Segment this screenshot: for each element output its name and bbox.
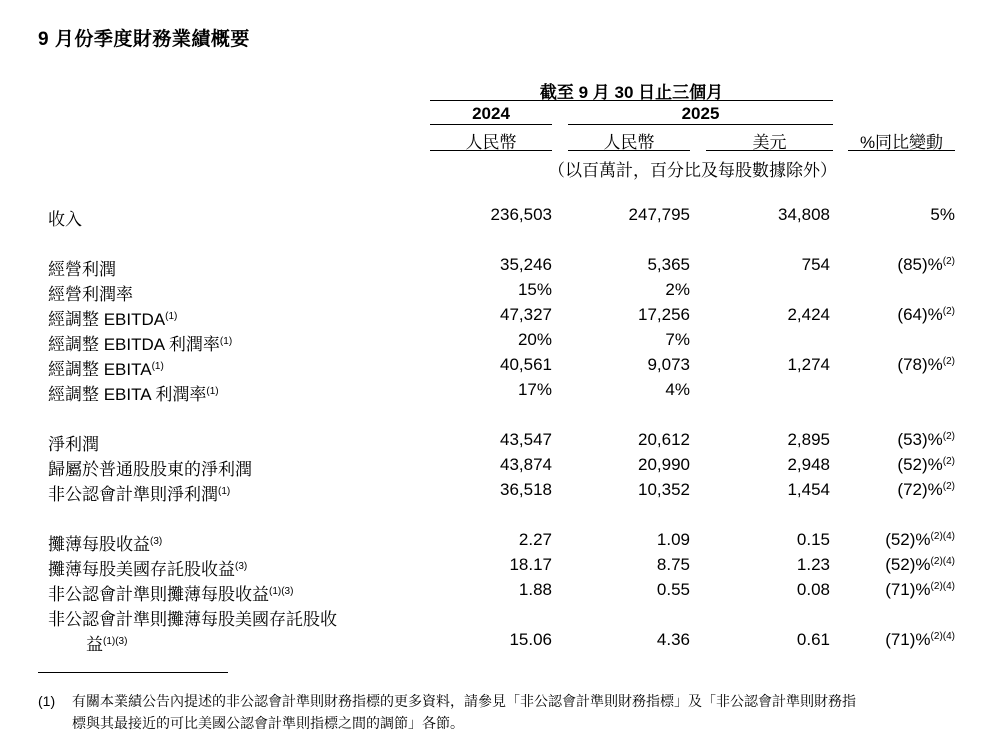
- yoy-footnote-ref: (2)(4): [930, 556, 955, 567]
- value-2025-rmb: 9,073: [647, 355, 690, 374]
- currency-2024-rule: [430, 150, 552, 151]
- row-label-footnote-ref: (1): [206, 386, 219, 397]
- currency-2024-rmb: 人民幣: [465, 133, 517, 152]
- value-2024-rmb: 236,503: [490, 205, 552, 224]
- year-2025-rule: [568, 124, 833, 125]
- row-label: [48, 530, 162, 555]
- footnote-number: (1): [38, 693, 56, 709]
- value-2025-rmb: 247,795: [628, 205, 690, 224]
- yoy-footnote-ref: (2): [942, 431, 955, 442]
- period-header: 截至 9 月 30 日止三個月: [539, 83, 724, 102]
- row-label: [48, 480, 230, 505]
- value-2025-usd: 1,274: [787, 355, 830, 374]
- yoy-text: (85)%: [897, 255, 943, 274]
- value-2025-usd: 2,424: [787, 305, 830, 324]
- table-row: [0, 605, 1000, 629]
- year-2024-rule: [430, 124, 552, 125]
- yoy-text: (78)%: [897, 355, 943, 374]
- value-2024-rmb: 17%: [517, 380, 552, 399]
- row-label-text: 淨利潤: [48, 435, 99, 454]
- yoy-footnote-ref: (2)(4): [930, 531, 955, 542]
- value-2025-rmb: 20,612: [638, 430, 690, 449]
- value-yoy: [897, 480, 955, 500]
- footnote-line-2: 標與其最接近的可比美國公認會計準則指標之間的調節」各節。: [72, 715, 464, 731]
- row-label-text: 經調整 EBITDA: [48, 310, 166, 329]
- row-label: [48, 455, 252, 480]
- currency-2025-rmb: 人民幣: [603, 133, 655, 152]
- row-label-text: 經調整 EBITA: [48, 360, 152, 379]
- value-yoy: [930, 205, 955, 225]
- yoy-footnote-ref: (2): [942, 306, 955, 317]
- table-row: [0, 380, 1000, 404]
- value-2025-rmb: 4.36: [656, 630, 690, 649]
- value-2024-rmb: 36,518: [500, 480, 552, 499]
- yoy-footnote-ref: (2): [942, 481, 955, 492]
- yoy-footnote-ref: (2): [942, 356, 955, 367]
- value-2024-rmb: 15%: [517, 280, 552, 299]
- table-row: [0, 255, 1000, 279]
- row-label-text: 經營利潤率: [48, 285, 133, 304]
- row-label-footnote-ref: (1): [151, 361, 164, 372]
- footnote-rule: [38, 672, 228, 673]
- value-2025-rmb: 0.55: [656, 580, 690, 599]
- value-2024-rmb: 40,561: [500, 355, 552, 374]
- period-rule: [430, 100, 833, 101]
- value-2025-usd: 34,808: [778, 205, 830, 224]
- value-2025-rmb: 8.75: [656, 555, 690, 574]
- row-label-footnote-ref: (3): [235, 561, 248, 572]
- row-label-footnote-ref: (1): [165, 311, 178, 322]
- year-2025-header: 2025: [681, 104, 720, 123]
- value-2025-rmb: 17,256: [638, 305, 690, 324]
- value-yoy: [897, 255, 955, 275]
- row-label: [48, 255, 116, 280]
- yoy-footnote-ref: (2)(4): [930, 581, 955, 592]
- yoy-footnote-ref: (2)(4): [930, 631, 955, 642]
- value-yoy: [885, 630, 955, 650]
- footnote-line-1: 有關本業績公告內提述的非公認會計準則財務指標的更多資料，請參見「非公認會計準則財務指標」及「非公認會計準則財務指: [72, 693, 856, 709]
- row-label-text: 經營利潤: [48, 260, 116, 279]
- value-2024-rmb: 35,246: [500, 255, 552, 274]
- value-2025-usd: 2,895: [787, 430, 830, 449]
- row-label-text: 攤薄每股收益: [48, 535, 150, 554]
- row-label-text: 攤薄每股美國存託股收益: [48, 560, 235, 579]
- row-label: [48, 605, 337, 630]
- unit-note: （以百萬計，百分比及每股數據除外）: [548, 161, 837, 180]
- value-yoy: [897, 455, 955, 475]
- value-2024-rmb: 1.88: [518, 580, 552, 599]
- row-label-text: 歸屬於普通股股東的淨利潤: [48, 460, 252, 479]
- page-title: 9 月份季度財務業績概要: [38, 29, 250, 50]
- table-row: [0, 455, 1000, 479]
- value-2024-rmb: 15.06: [509, 630, 552, 649]
- table-row: [0, 305, 1000, 329]
- value-yoy: [885, 555, 955, 575]
- table-row: [0, 555, 1000, 579]
- year-2024-header: 2024: [472, 104, 510, 123]
- value-2024-rmb: 2.27: [518, 530, 552, 549]
- value-2024-rmb: 43,547: [500, 430, 552, 449]
- row-label: [48, 305, 177, 330]
- row-label: [48, 330, 232, 355]
- value-2025-usd: 2,948: [787, 455, 830, 474]
- value-yoy: [897, 305, 955, 325]
- row-label: [48, 205, 82, 230]
- table-row: [0, 280, 1000, 304]
- table-row: [0, 430, 1000, 454]
- row-label: [86, 630, 127, 655]
- row-label: [48, 430, 99, 455]
- yoy-rule: [848, 150, 955, 151]
- value-yoy: [885, 530, 955, 550]
- value-yoy: [897, 430, 955, 450]
- table-row: [0, 630, 1000, 654]
- row-label-text: 經調整 EBITA 利潤率: [48, 385, 207, 404]
- value-2024-rmb: 20%: [517, 330, 552, 349]
- value-2025-usd: 0.61: [796, 630, 830, 649]
- value-2025-usd: 0.15: [796, 530, 830, 549]
- value-2025-rmb: 5,365: [647, 255, 690, 274]
- value-2024-rmb: 47,327: [500, 305, 552, 324]
- yoy-text: (71)%: [885, 580, 931, 599]
- table-row: [0, 530, 1000, 554]
- row-label: [48, 580, 293, 605]
- yoy-text: (64)%: [897, 305, 943, 324]
- row-label-text: 益: [86, 635, 103, 654]
- value-2025-usd: 1,454: [787, 480, 830, 499]
- table-row: [0, 480, 1000, 504]
- value-2025-rmb: 7%: [665, 330, 690, 349]
- yoy-footnote-ref: (2): [942, 456, 955, 467]
- row-label-footnote-ref: (1)(3): [269, 586, 294, 597]
- row-label-footnote-ref: (1)(3): [103, 636, 128, 647]
- row-label: [48, 555, 247, 580]
- yoy-text: (72)%: [897, 480, 943, 499]
- row-label-footnote-ref: (1): [219, 336, 233, 347]
- value-2025-usd: 0.08: [796, 580, 830, 599]
- value-yoy: [885, 580, 955, 600]
- yoy-text: (53)%: [897, 430, 943, 449]
- yoy-header: %同比變動: [859, 133, 944, 152]
- table-row: [0, 355, 1000, 379]
- value-2025-usd: 1.23: [796, 555, 830, 574]
- row-label-text: 非公認會計準則淨利潤: [48, 485, 218, 504]
- table-row: [0, 205, 1000, 229]
- row-label-text: 收入: [48, 210, 82, 229]
- row-label-text: 經調整 EBITDA 利潤率: [48, 335, 220, 354]
- value-yoy: [897, 355, 955, 375]
- yoy-text: 5%: [930, 205, 955, 224]
- yoy-text: (52)%: [885, 530, 931, 549]
- currency-2025-usd: 美元: [752, 133, 787, 152]
- row-label-text: 非公認會計準則攤薄每股收益: [48, 585, 269, 604]
- footnote-text: [72, 690, 972, 734]
- yoy-text: (52)%: [897, 455, 943, 474]
- table-row: [0, 580, 1000, 604]
- value-2024-rmb: 18.17: [509, 555, 552, 574]
- yoy-text: (71)%: [885, 630, 931, 649]
- row-label: [48, 355, 164, 380]
- currency-2025-usd-rule: [706, 150, 833, 151]
- yoy-text: (52)%: [885, 555, 931, 574]
- row-label-footnote-ref: (1): [218, 486, 231, 497]
- row-label-text: 非公認會計準則攤薄每股美國存託股收: [48, 610, 337, 629]
- currency-2025-rmb-rule: [568, 150, 690, 151]
- row-label-footnote-ref: (3): [150, 536, 163, 547]
- value-2025-rmb: 4%: [665, 380, 690, 399]
- value-2025-usd: 754: [801, 255, 830, 274]
- row-label: [48, 280, 133, 305]
- value-2025-rmb: 1.09: [656, 530, 690, 549]
- value-2025-rmb: 10,352: [638, 480, 690, 499]
- yoy-footnote-ref: (2): [942, 256, 955, 267]
- value-2024-rmb: 43,874: [500, 455, 552, 474]
- value-2025-rmb: 20,990: [638, 455, 690, 474]
- table-row: [0, 330, 1000, 354]
- row-label: [48, 380, 219, 405]
- value-2025-rmb: 2%: [665, 280, 690, 299]
